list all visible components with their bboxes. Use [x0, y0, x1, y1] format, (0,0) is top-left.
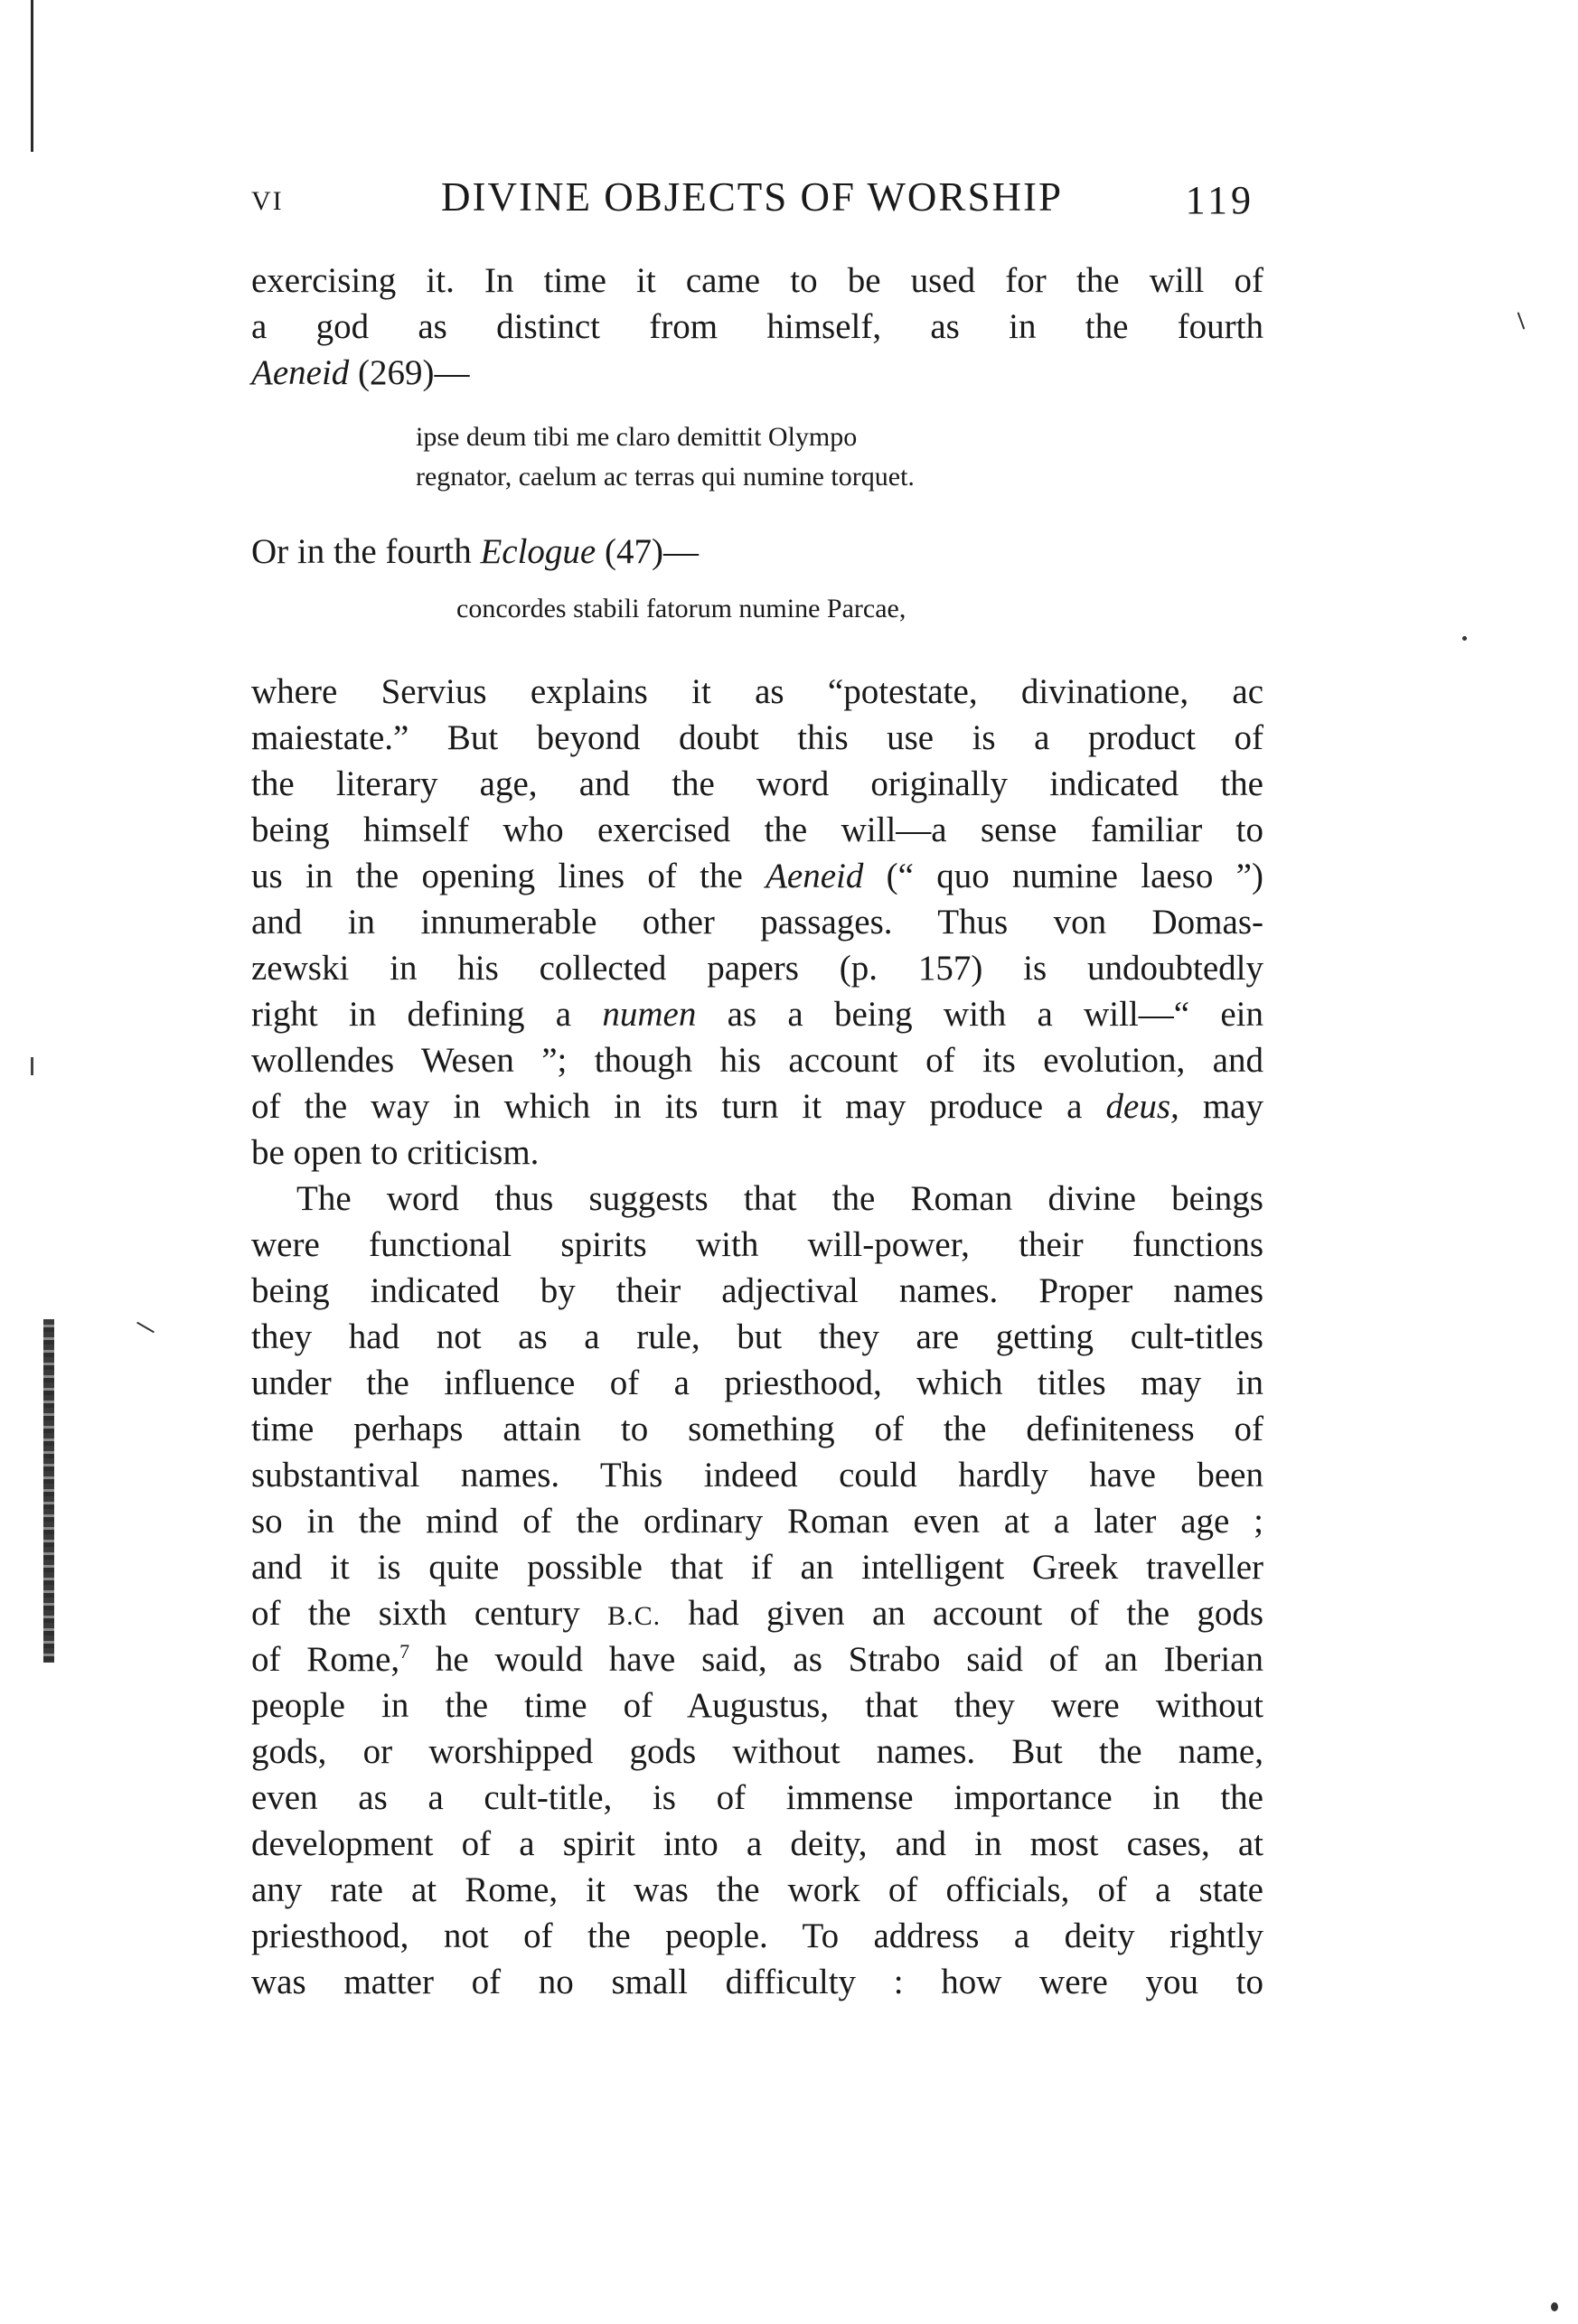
text-line: gods, or worshipped gods without names. But the name, [251, 1732, 1263, 1771]
text-line: where Servius explains it as “potestate, divinatione, ac [251, 672, 1263, 711]
chapter-number: VI [251, 186, 284, 216]
text-line: be open to criticism. [251, 1133, 540, 1172]
text-line: people in the time of Augustus, that they were without [251, 1686, 1263, 1725]
verse-line: regnator, caelum ac terras qui numine torquet. [416, 462, 915, 492]
text-line: priesthood, not of the people. To address a deity rightly [251, 1916, 1263, 1955]
chapter-title: DIVINE OBJECTS OF WORSHIP [441, 174, 1063, 220]
text-line: being himself who exercised the will—a sense familiar to [251, 811, 1263, 849]
text-line: exercising it. In time it came to be used for the will of [251, 261, 1263, 300]
scan-edge-mark [31, 1057, 33, 1075]
text-line: a god as distinct from himself, as in the fourth [251, 307, 1263, 346]
scan-speck [1551, 2302, 1558, 2311]
scan-speck [136, 1322, 155, 1334]
scan-speck [1462, 636, 1467, 641]
verse-quotation-2 [456, 589, 906, 629]
text-line: right in defining a numen as a being with a will—“ ein [251, 995, 1263, 1034]
verse-line: ipse deum tibi me claro demittit Olympo [416, 422, 858, 452]
text-line: Aeneid (269)— [251, 353, 470, 392]
verse-quotation-1 [416, 417, 915, 497]
italic-title: Aeneid [251, 353, 350, 392]
text-line: so in the mind of the ordinary Roman even at a later age ; [251, 1502, 1263, 1541]
paragraph-2 [251, 529, 1263, 575]
text-line: time perhaps attain to something of the definiteness of [251, 1410, 1263, 1448]
text-line: was matter of no small difficulty : how were you to [251, 1963, 1263, 2001]
text-line: maiestate.” But beyond doubt this use is a product of [251, 718, 1263, 757]
text-line: being indicated by their adjectival names. Proper names [251, 1271, 1263, 1310]
scan-edge-line [31, 0, 33, 152]
verse-line: concordes stabili fatorum numine Parcae, [456, 594, 906, 623]
scan-edge-shadow [43, 1319, 54, 1663]
text-line: us in the opening lines of the Aeneid (“ quo numine laeso ”) [251, 857, 1263, 895]
paragraph-3 [251, 669, 1263, 2005]
text-line: and in innumerable other passages. Thus von Domas- [251, 903, 1263, 942]
text-line: and it is quite possible that if an intelligent Greek traveller [251, 1548, 1263, 1587]
text-line: The word thus suggests that the Roman divine beings [296, 1179, 1263, 1218]
italic-title: Eclogue [480, 532, 596, 571]
page-number: 119 [1185, 178, 1254, 222]
text-line: zewski in his collected papers (p. 157) is undoubtedly [251, 949, 1263, 988]
paragraph-1 [251, 258, 1263, 396]
running-head [251, 173, 1263, 228]
text-line: of the way in which in its turn it may produce a deus, may [251, 1087, 1263, 1126]
footnote-marker: 7 [399, 1640, 410, 1663]
text-line: under the influence of a priesthood, which titles may in [251, 1363, 1263, 1402]
text-line: even as a cult-title, is of immense importance in the [251, 1778, 1263, 1817]
text-line: wollendes Wesen ”; though his account of its evolution, and [251, 1041, 1263, 1080]
text-line: substantival names. This indeed could hardly have been [251, 1456, 1263, 1495]
text-line: of Rome,$^7$ he would have said, as Strabo said of an Iberian [251, 1640, 1263, 1679]
text-line: were functional spirits with will-power, their functions [251, 1225, 1263, 1264]
text-line: any rate at Rome, it was the work of officials, of a state [251, 1870, 1263, 1909]
text-line: Or in the fourth Eclogue (47)— [251, 532, 699, 571]
text-line: of the sixth century B.C. had given an account of the gods [251, 1594, 1263, 1633]
text-line: development of a spirit into a deity, and in most cases, at [251, 1824, 1263, 1863]
scan-speck [1517, 312, 1526, 329]
text-line: they had not as a rule, but they are getting cult-titles [251, 1317, 1263, 1356]
text-line: the literary age, and the word originally indicated the [251, 764, 1263, 803]
